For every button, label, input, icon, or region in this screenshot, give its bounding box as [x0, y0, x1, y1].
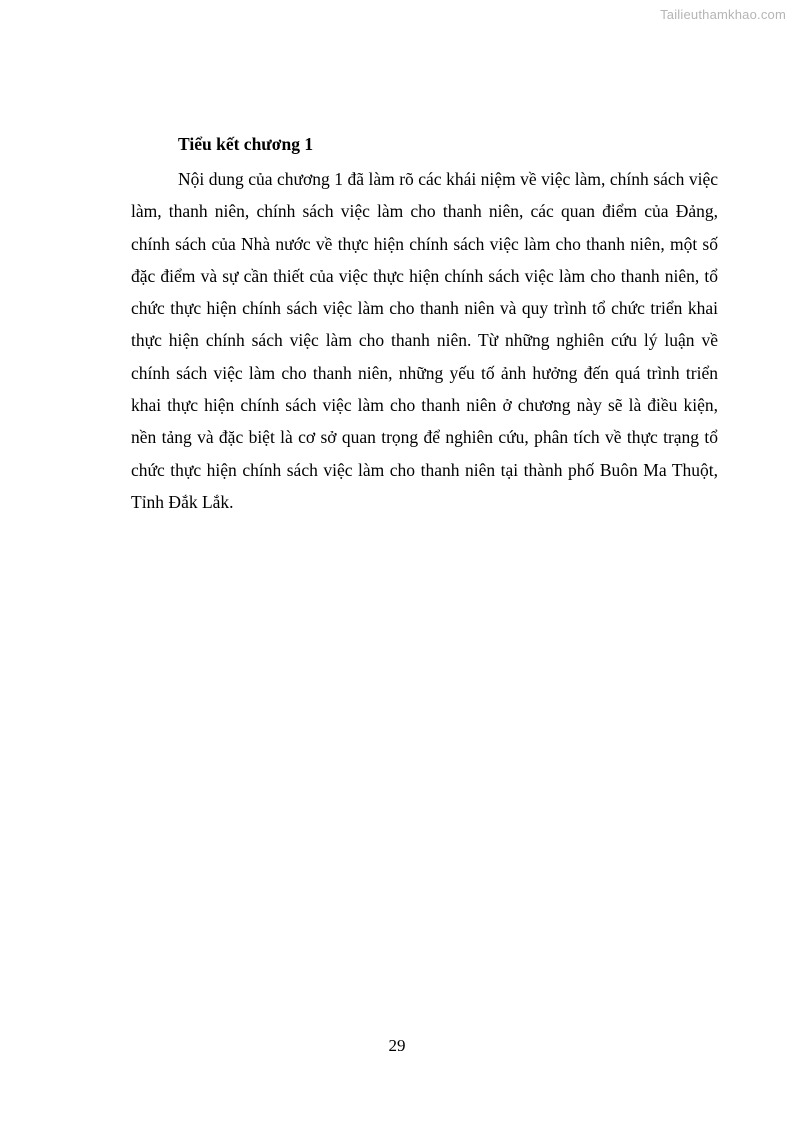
body-paragraph: Nội dung của chương 1 đã làm rõ các khái niệm về việc làm, chính sách việc làm, thanh niên, chính sách việc làm cho thanh niên, các quan điểm của Đảng, chính sách của Nhà nước về thực hiện chính sách việc làm cho thanh niên, một số đặc điểm và sự cần thiết của việc thực hiện chính sách việc làm cho thanh niên, tổ chức thực hiện chính sách việc làm cho thanh niên và quy trình tổ chức triển khai thực hiện chính sách việc làm cho thanh niên. Từ những nghiên cứu lý luận về chính sách việc làm cho thanh niên, những yếu tố ảnh hưởng đến quá trình triển khai thực hiện chính sách việc làm cho thanh niên ở chương này sẽ là điều kiện, nền tảng và đặc biệt là cơ sở quan trọng để nghiên cứu, phân tích về thực trạng tổ chức thực hiện chính sách việc làm cho thanh niên tại thành phố Buôn Ma Thuột, Tỉnh Đắk Lắk. — [131, 169, 718, 512]
section-heading: Tiểu kết chương 1 — [178, 134, 314, 154]
page-number: 29 — [388, 1036, 406, 1055]
watermark-text: Tailieuthamkhao.com — [660, 7, 786, 22]
document-body — [131, 132, 718, 518]
